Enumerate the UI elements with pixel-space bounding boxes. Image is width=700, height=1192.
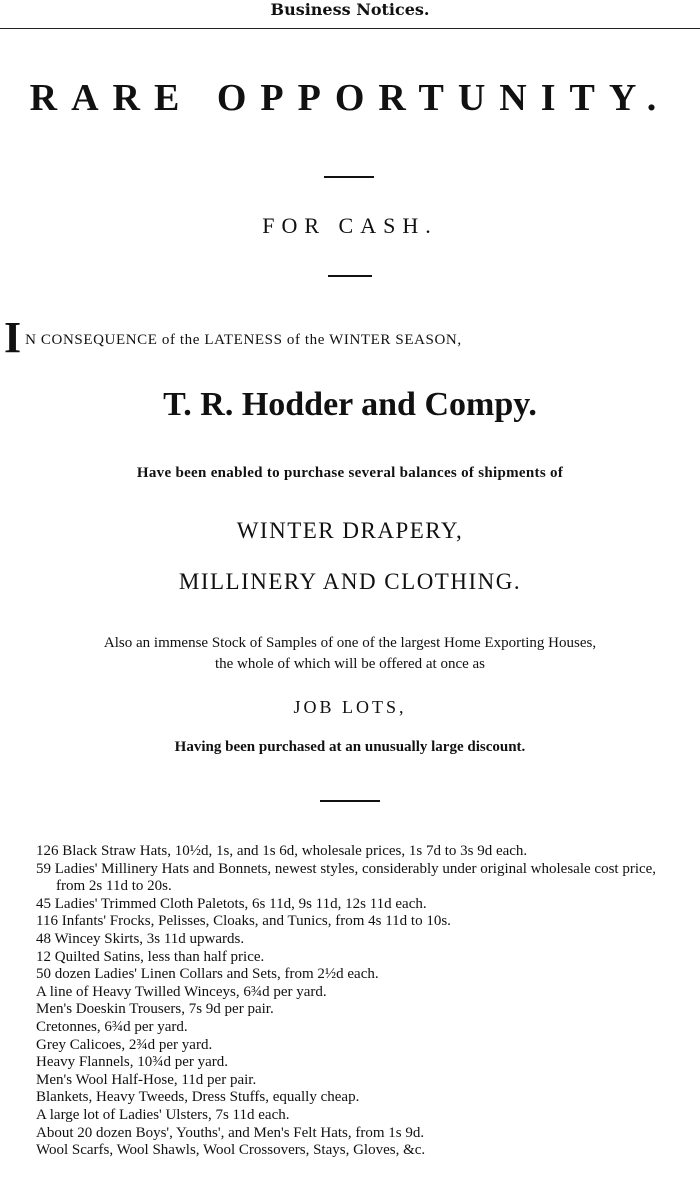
drapery-heading: WINTER DRAPERY, [236,518,464,543]
list-item: 50 dozen Ladies' Linen Collars and Sets, from 2½d each. [36,966,379,983]
drop-cap: I [4,313,22,362]
list-item: Men's Doeskin Trousers, 7s 9d per pair. [36,1001,274,1018]
list-item: 116 Infants' Frocks, Pelisses, Cloaks, and Tunics, from 4s 11d to 10s. [36,913,451,930]
list-item: A line of Heavy Twilled Winceys, 6¾d per yard. [36,983,327,1000]
list-item: A large lot of Ladies' Ulsters, 7s 11d each. [36,1106,290,1123]
list-item: 126 Black Straw Hats, 10½d, 1s, and 1s 6d, wholesale prices, 1s 7d to 3s 9d each. [36,843,528,859]
section-header: Business Notices. [270,0,430,19]
divider-rule [328,275,372,277]
list-item: Grey Calicoes, 2¾d per yard. [36,1036,213,1053]
list-item: Wool Scarfs, Wool Shawls, Wool Crossovers, Stays, Gloves, &c. [36,1142,426,1159]
consequence-text: N CONSEQUENCE of the LATENESS of the WINTER SEASON, [25,332,462,348]
company-name: T. R. Hodder and Compy. [163,386,537,423]
list-item: Men's Wool Half-Hose, 11d per pair. [36,1071,257,1088]
enabled-line: Have been enabled to purchase several balances of shipments of [136,465,564,481]
job-lots-heading: JOB LOTS, [293,697,407,717]
divider-rule [320,800,380,802]
list-item: Heavy Flannels, 10¾d per yard. [36,1054,229,1071]
consequence-line [4,313,700,362]
header-rule [0,28,700,29]
item-list [36,843,686,1160]
list-item: Cretonnes, 6¾d per yard. [36,1018,188,1035]
discount-line: Having been purchased at an unusually large discount. [174,739,526,755]
list-item: 59 Ladies' Millinery Hats and Bonnets, newest styles, considerably under original wholesale cost price, from 2s 11d to 20s. [36,860,657,895]
stock-line-1: Also an immense Stock of Samples of one of the largest Home Exporting Houses, [103,635,597,651]
advert-title: RARE OPPORTUNITY. [29,77,671,119]
millinery-heading: MILLINERY AND CLOTHING. [178,569,522,594]
list-item: Blankets, Heavy Tweeds, Dress Stuffs, equally cheap. [36,1089,360,1106]
list-item: 45 Ladies' Trimmed Cloth Paletots, 6s 11d, 9s 11d, 12s 11d each. [36,895,427,912]
stock-line-2: the whole of which will be offered at once as [214,656,486,672]
list-item: 48 Wincey Skirts, 3s 11d upwards. [36,930,245,947]
list-item: About 20 dozen Boys', Youths', and Men's Felt Hats, from 1s 9d. [36,1124,425,1141]
list-item: 12 Quilted Satins, less than half price. [36,948,265,965]
advert-subtitle: FOR CASH. [262,213,438,238]
divider-rule [324,176,374,178]
